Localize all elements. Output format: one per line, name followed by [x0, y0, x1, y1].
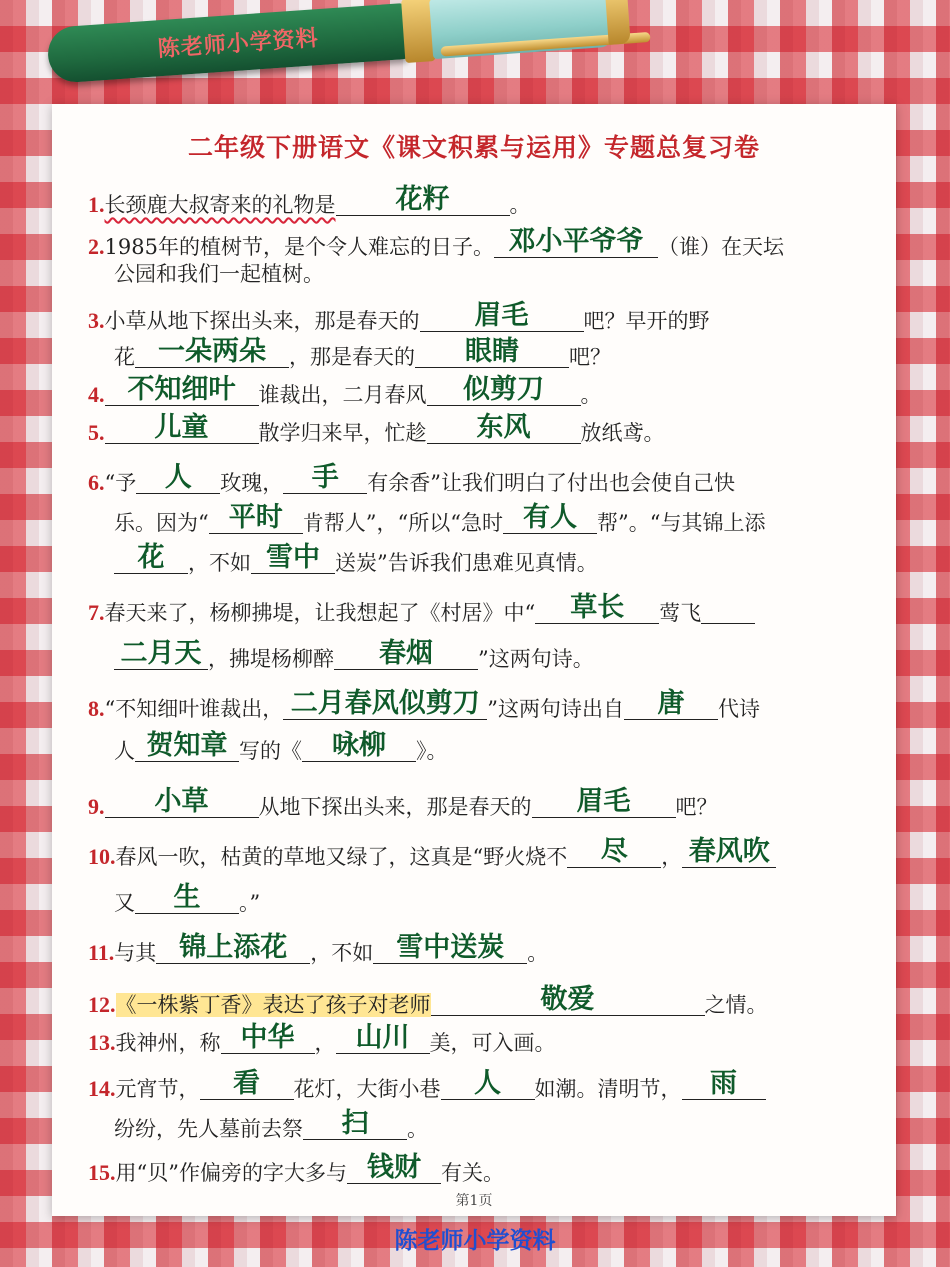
question-14-cont: 纷纷，先人墓前去祭 扫 。: [114, 1108, 428, 1141]
answer-blank: 春烟: [334, 640, 478, 670]
question-6: 6.“予 人 玫瑰， 手 有余香”让我们明白了付出也会使自己快: [88, 462, 735, 495]
answer-blank: 眼睛: [415, 338, 569, 368]
answer-blank: 一朵两朵: [135, 338, 289, 368]
answer-blank: 儿童: [105, 414, 259, 444]
answer-blank: 平时: [209, 504, 303, 534]
question-6-cont2: 花 ，不如 雪中 送炭”告诉我们患难见真情。: [114, 544, 598, 574]
question-7-cont: 二月天 ，拂堤杨柳醉 春烟 ”这两句诗。: [114, 640, 594, 670]
answer-blank: 扫: [303, 1110, 407, 1140]
answer-blank: 尽: [567, 838, 661, 868]
answer-blank: 雨: [682, 1070, 766, 1100]
worksheet-paper: [52, 104, 896, 1216]
answer-blank: 花籽: [336, 186, 510, 216]
pen: [45, 0, 629, 94]
question-9: 9. 小草 从地下探出头来，那是春天的 眉毛 吧？: [88, 786, 718, 819]
answer-blank: 小草: [105, 788, 259, 818]
answer-blank: 邓小平爷爷: [494, 228, 658, 258]
answer-blank: 二月天: [114, 640, 208, 670]
answer-blank: 中华: [221, 1024, 315, 1054]
answer-blank: 草长: [535, 594, 659, 624]
answer-blank: 不知细叶: [105, 376, 259, 406]
question-3: 3.小草从地下探出头来，那是春天的 眉毛 吧？早开的野: [88, 300, 710, 333]
answer-blank: 似剪刀: [427, 376, 581, 406]
answer-blank: 山川: [336, 1024, 430, 1054]
footer-watermark: 陈老师小学资料: [394, 1227, 556, 1253]
answer-blank: 锦上添花: [156, 934, 310, 964]
question-13: 13.我神州，称 中华 ， 山川 美，可入画。: [88, 1022, 556, 1055]
answer-blank: 钱财: [347, 1154, 441, 1184]
question-11: 11.与其 锦上添花 ，不如 雪中送炭 。: [88, 932, 549, 965]
question-10-cont: 又 生 。”: [114, 882, 261, 915]
answer-blank: 雪中送炭: [373, 934, 527, 964]
answer-blank: 人: [136, 464, 220, 494]
answer-blank: 花: [114, 544, 188, 574]
question-10: 10.春风一吹，枯黄的草地又绿了，这真是“野火烧不 尽 ， 春风吹: [88, 838, 776, 868]
question-7: 7.春天来了，杨柳拂堤，让我想起了《村居》中“ 草长 莺飞: [88, 594, 755, 624]
question-12: 12.《一株紫丁香》表达了孩子对老师 敬爱 之情。: [88, 984, 768, 1017]
page-number: 第1页: [455, 1193, 493, 1209]
question-8: 8.“不知细叶谁裁出， 二月春风似剪刀 ”这两句诗出自 唐 代诗: [88, 688, 760, 721]
answer-blank: 贺知章: [135, 732, 239, 762]
question-2-cont: 公园和我们一起植树。: [114, 262, 324, 286]
answer-blank: 看: [200, 1070, 294, 1100]
answer-blank: 生: [135, 884, 239, 914]
question-3-cont: 花 一朵两朵 ，那是春天的 眼睛 吧？: [114, 336, 611, 369]
answer-blank: 眉毛: [532, 788, 676, 818]
question-6-cont: 乐。因为“ 平时 肯帮人”，“所以“急时 有人 帮”。“与其锦上添: [114, 502, 766, 535]
answer-blank: 人: [441, 1070, 535, 1100]
answer-blank: 雪中: [251, 544, 335, 574]
answer-blank: 敬爱: [431, 986, 705, 1016]
answer-blank: 有人: [503, 504, 597, 534]
question-4: 4. 不知细叶 谁裁出，二月春风 似剪刀 。: [88, 374, 602, 407]
answer-blank: 手: [283, 464, 367, 494]
answer-blank: 春风吹: [682, 838, 776, 868]
answer-blank: [701, 621, 755, 624]
answer-blank: 眉毛: [420, 302, 584, 332]
answer-blank: 咏柳: [302, 732, 416, 762]
question-5: 5. 儿童 散学归来早，忙趁 东风 放纸鸢。: [88, 412, 665, 445]
question-1: 1.长颈鹿大叔寄来的礼物是 花籽 。: [88, 184, 531, 217]
answer-blank: 唐: [624, 690, 718, 720]
answer-blank: 二月春风似剪刀: [283, 690, 487, 720]
question-2: 2.1985年的植树节，是个令人难忘的日子。 邓小平爷爷 （谁）在天坛: [88, 226, 784, 259]
pen-end: [605, 0, 631, 45]
pen-label: 陈老师小学资料: [157, 25, 320, 62]
question-15: 15.用“贝”作偏旁的字大多与 钱财 有关。: [88, 1152, 504, 1185]
worksheet-title: 二年级下册语文《课文积累与运用》专题总复习卷: [187, 133, 760, 162]
question-8-cont: 人 贺知章 写的《 咏柳 》。: [114, 730, 448, 763]
answer-blank: 东风: [427, 414, 581, 444]
question-14: 14.元宵节， 看 花灯，大街小巷 人 如潮。清明节， 雨: [88, 1070, 766, 1100]
